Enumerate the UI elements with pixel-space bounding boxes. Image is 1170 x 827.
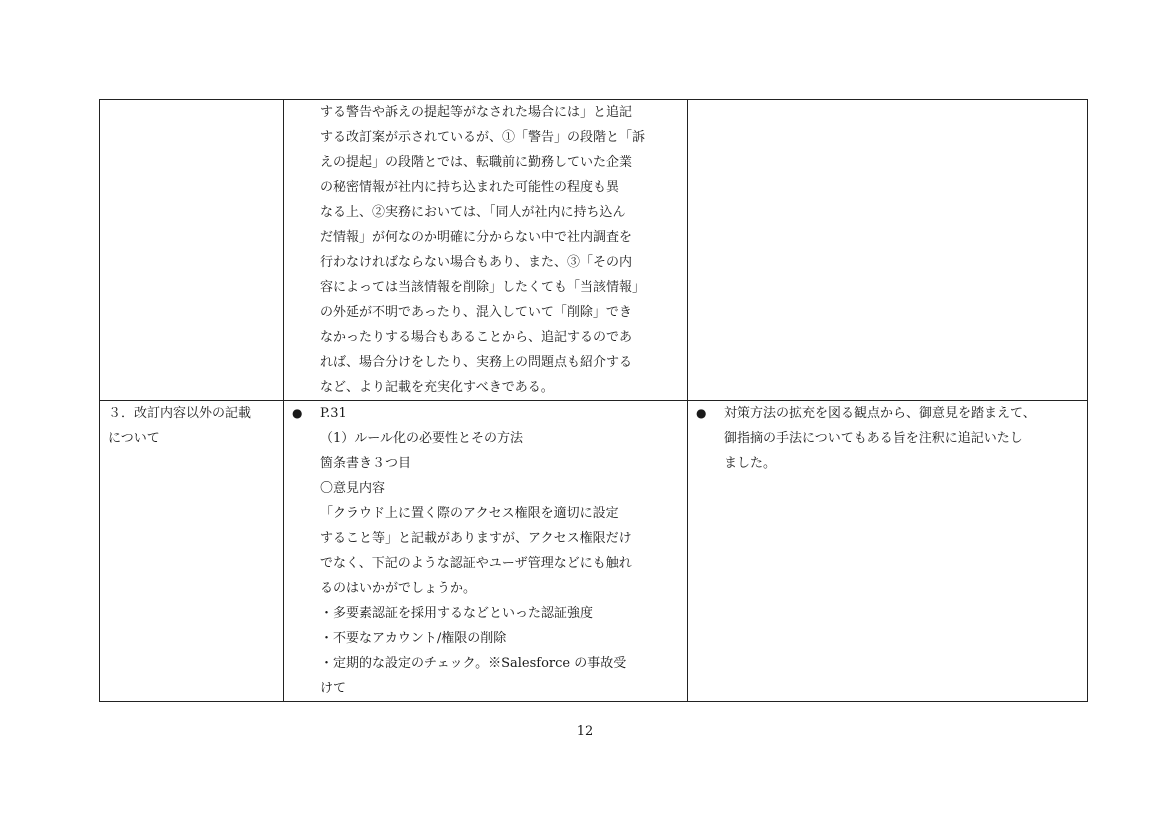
comment-cell	[284, 100, 688, 401]
comment-line: すること等」と記載がありますが、アクセス権限だけ	[320, 531, 632, 546]
bullet-icon: ●	[696, 406, 707, 420]
comment-line: 行わなければならない場合もあり、また、③「その内	[320, 255, 633, 270]
comment-line: なる上、②実務においては、「同人が社内に持ち込ん	[320, 205, 626, 220]
comment-bullet-item	[292, 401, 681, 426]
comment-line: 「クラウド上に置く際のアクセス権限を適切に設定	[320, 506, 619, 521]
table-row	[100, 100, 1088, 401]
table-row	[100, 401, 1088, 702]
comment-line: ・不要なアカウント/権限の削除	[320, 631, 507, 646]
response-line: 対策方法の拡充を図る観点から、御意見を踏まえて、	[724, 406, 1036, 421]
comment-cell	[284, 401, 688, 702]
response-line: ました。	[724, 456, 777, 471]
comment-line: えの提起」の段階とでは、転職前に勤務していた企業	[320, 155, 633, 170]
category-cell	[100, 401, 284, 702]
comment-line: ・定期的な設定のチェック。※Salesforce の事故受	[320, 656, 627, 671]
response-cell	[688, 401, 1088, 702]
comment-line: 容によっては当該情報を削除」したくても「当該情報」	[320, 280, 646, 295]
category-line: について	[108, 431, 160, 446]
comment-line: する警告や訴えの提起等がなされた場合には」と追記	[320, 105, 633, 120]
comment-line: ・多要素認証を採用するなどといった認証強度	[320, 606, 594, 621]
page-number: 12	[576, 724, 594, 739]
category-cell	[100, 100, 284, 401]
comment-line: でなく、下記のような認証やユーザ管理などにも触れ	[320, 556, 632, 571]
comment-line: 〇意見内容	[320, 481, 386, 496]
response-bullet-item	[696, 401, 1081, 426]
comment-line: の秘密情報が社内に持ち込まれた可能性の程度も異	[320, 180, 620, 195]
response-cell	[688, 100, 1088, 401]
comment-line: など、より記載を充実化すべきである。	[320, 380, 554, 395]
comment-line: 箇条書き３つ目	[320, 456, 412, 471]
response-line: 御指摘の手法についてもある旨を注釈に追記いたし	[724, 431, 1023, 446]
comment-line: P.31	[320, 406, 347, 421]
comment-line: るのはいかがでしょうか。	[320, 581, 477, 596]
bullet-icon: ●	[292, 406, 303, 420]
category-line: ３．改訂内容以外の記載	[108, 406, 252, 421]
comment-line: （1）ルール化の必要性とその方法	[320, 431, 524, 446]
comments-table	[99, 99, 1088, 702]
comment-line: なかったりする場合もあることから、追記するのであ	[320, 330, 633, 345]
comment-line: れば、場合分けをしたり、実務上の問題点も紹介する	[320, 355, 633, 370]
comment-line: けて	[320, 681, 347, 696]
comment-line: の外延が不明であったり、混入していて「削除」でき	[320, 305, 632, 320]
comment-line: する改訂案が示されているが、①「警告」の段階と「訴	[320, 130, 646, 145]
comment-line: だ情報」が何なのか明確に分からない中で社内調査を	[320, 230, 633, 245]
